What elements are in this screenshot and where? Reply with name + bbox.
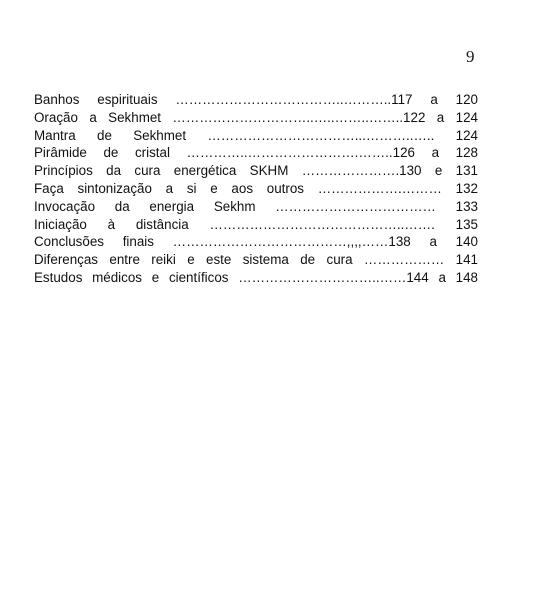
toc-entry-diferencas-reiki	[34, 251, 478, 269]
toc-entry-text: Invocação da energia Sekhm ……………………………… 133	[34, 198, 478, 214]
toc-entry-estudos-medicos	[34, 269, 478, 287]
toc-entry-faca-sintonizacao	[34, 180, 478, 198]
toc-entry-text: Diferenças entre reiki e este sistema de cura ……………… 141	[34, 252, 478, 268]
toc-entry-banhos-espirituais	[34, 91, 478, 109]
toc-entry-text: Princípios da cura energética SKHM ………………….130 e 131	[34, 163, 478, 179]
toc-entry-conclusoes-finais	[34, 233, 478, 251]
toc-entry-invocacao-da-energia	[34, 198, 478, 216]
toc-entry-principios-da-cura	[34, 162, 478, 180]
toc-entry-text: Oração a Sekhmet …………………………..…..……..……..122 a 124	[34, 109, 478, 125]
toc-entry-text: Pirâmide de cristal …………..…………………….……..126 a 128	[34, 145, 478, 161]
page-number: 9	[466, 47, 475, 66]
toc-entry-text: Mantra de Sekhmet ……………………………...………..….. 124	[34, 127, 478, 143]
toc-entry-piramide-de-cristal	[34, 144, 478, 162]
toc-entry-iniciacao-a-distancia	[34, 216, 478, 234]
toc-entry-text: Conclusões finais …………………………………,,,,……138 a 140	[34, 234, 478, 250]
toc-entry-text: Iniciação à distância ……………………………………..……. 135	[34, 216, 478, 232]
toc-entry-text: Estudos médicos e científicos …………………………..……144 a 148	[34, 269, 478, 285]
toc-entry-text: Faça sintonização a si e aos outros ……………….……… 132	[34, 180, 478, 196]
toc-entry-mantra-de-sekhmet	[34, 127, 478, 145]
toc-entry-oracao-a-sekhmet	[34, 109, 478, 127]
toc-entry-text: Banhos espirituais ………………………………..………..117 a 120	[34, 92, 478, 107]
table-of-contents	[34, 91, 478, 287]
